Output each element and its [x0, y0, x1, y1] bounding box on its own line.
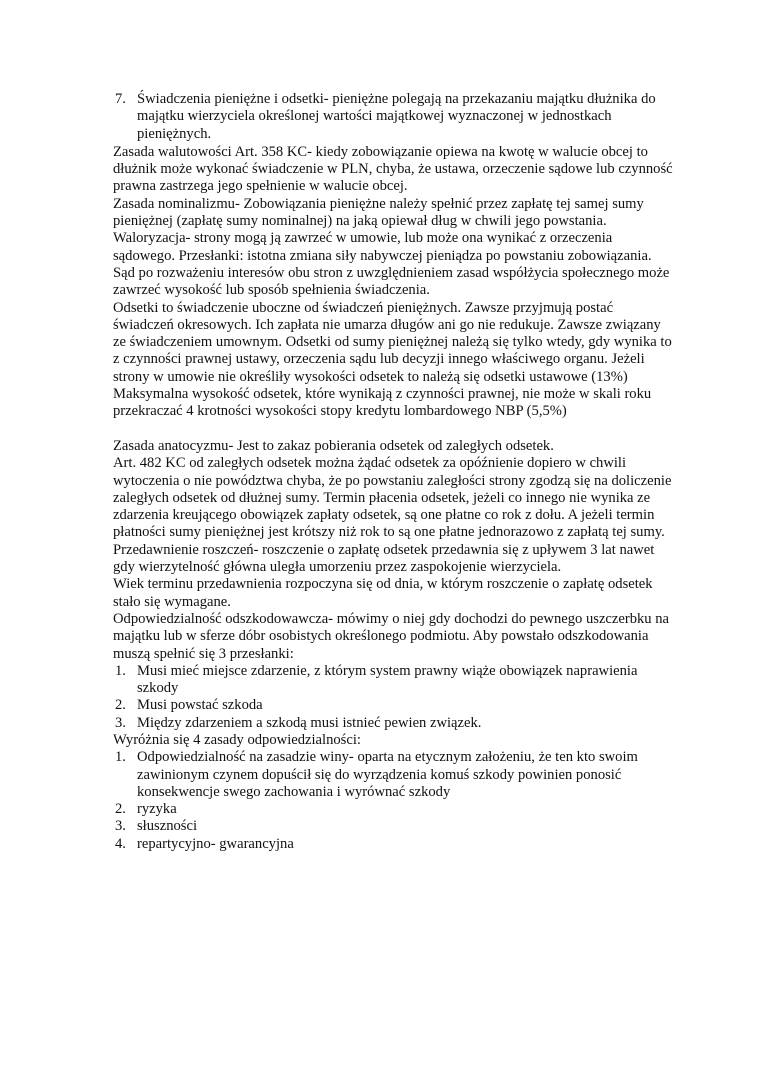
paragraph-art-482: Art. 482 KC od zaległych odsetek można żądać odsetek za opóźnienie dopiero w chwili wytoczenia o nie powództwa chyba, że po powstaniu zaległości strony zgodzą się na doliczenie zaległych odsetek od dłużnej sumy. Termin płacenia odsetek, jeżeli co innego nie wynika ze zdarzenia kreującego obowiązek zapłaty odsetek, są one płatne co rok z dołu. A jeżeli termin płatności sumy pieniężnej jest krótszy niż rok to są one płatne jednorazowo z zapłatą tej sumy.: [113, 455, 672, 541]
paragraph-max-interest: Maksymalna wysokość odsetek, które wynikają z czynności prawnej, nie może w skali roku przekraczać 4 krotności wysokości stopy kredytu lombardowego NBP (5,5%): [113, 386, 652, 420]
paragraph-liability: Odpowiedzialność odszkodowawcza- mówimy o niej gdy dochodzi do pewnego uszczerbku na majątku lub w sferze dóbr osobistych określonego podmiotu. Aby powstało odszkodowania muszą spełnić się 3 przesłanki:: [113, 610, 670, 662]
list-item: [113, 818, 673, 835]
paragraph-anatocism: Zasada anatocyzmu- Jest to zakaz pobierania odsetek od zaległych odsetek.: [113, 437, 554, 454]
document-page: [113, 91, 673, 853]
list-item: [113, 836, 673, 853]
list-item-text: Musi powstać szkoda: [137, 697, 263, 714]
paragraph-principles-intro: Wyróżnia się 4 zasady odpowiedzialności:: [113, 731, 361, 748]
list-item-text: Odpowiedzialność na zasadzie winy- oparta na etycznym założeniu, że ten kto swoim zawinionym czynem dopuścił się do wyrządzenia komuś szkody powinien ponosić konsekwencje swego zachowania i wyrównać szkody: [137, 749, 638, 800]
list-item-text: ryzyka: [137, 801, 177, 818]
list-number: 4.: [115, 835, 126, 852]
list-number: 7.: [115, 91, 126, 107]
list-item: [113, 801, 673, 818]
list-item-text: Świadczenia pieniężne i odsetki- pieniężne polegają na przekazaniu majątku dłużnika do majątku wierzyciela określonej wartości majątkowej wyznaczonej w jednostkach pieniężnych.: [137, 91, 656, 142]
list-number: 3.: [115, 714, 126, 731]
paragraph-limitation-start: Wiek terminu przedawnienia rozpoczyna się od dnia, w którym roszczenie o zapłatę odsetek stało się wymagane.: [113, 576, 653, 610]
list-item: [113, 697, 673, 714]
blank-line: [113, 421, 673, 438]
paragraph-nominalism: Zasada nominalizmu- Zobowiązania pieniężne należy spełnić przez zapłatę tej samej sumy pieniężnej (zapłatę sumy nominalnej) na jaką opiewał dług w chwili jego powstania.: [113, 195, 644, 230]
list-item: [113, 749, 673, 801]
list-item: [113, 663, 673, 698]
list-number: 1.: [115, 749, 126, 766]
list-item-text: Między zdarzeniem a szkodą musi istnieć pewien związek.: [137, 714, 482, 731]
list-number: 3.: [115, 818, 126, 835]
paragraph-valorization: Waloryzacja- strony mogą ją zawrzeć w umowie, lub może ona wynikać z orzeczenia sądowego. Przesłanki: istotna zmiana siły nabywczej pieniądza po powstaniu zobowiązania. Sąd po rozważeniu interesów obu stron z uwzględnieniem zasad współżycia społecznego może zawrzeć wysokość lub sposób spełnienia świadczenia.: [113, 230, 670, 299]
list-number: 1.: [115, 662, 126, 679]
list-item-text: słuszności: [137, 818, 197, 835]
list-item: [113, 715, 673, 732]
paragraph-limitation: Przedawnienie roszczeń- roszczenie o zapłatę odsetek przedawnia się z upływem 3 lat nawet gdy wierzytelność główna uległa umorzeniu przez zaspokojenie wierzyciela.: [113, 541, 655, 576]
paragraph-currency-principle: Zasada walutowości Art. 358 KC- kiedy zobowiązanie opiewa na kwotę w walucie obcej to dłużnik może wykonać świadczenie w PLN, chyba, że ustawa, orzeczenie sądowe lub czynność prawna zastrzega jego spełnienie w walucie obcej.: [113, 143, 673, 195]
list-number: 2.: [115, 801, 126, 818]
list-item-text: repartycyjno- gwarancyjna: [137, 835, 294, 852]
paragraph-interest: Odsetki to świadczenie uboczne od świadczeń pieniężnych. Zawsze przyjmują postać świadczeń okresowych. Ich zapłata nie umarza długów ani go nie redukuje. Zawsze związany ze świadczeniem umownym. Odsetki od sumy pieniężnej należą się tylko wtedy, gdy wynika to z czynności prawnej ustawy, orzeczenia sądu lub decyzji innego właściwego organu. Jeżeli strony w umowie nie określiły wysokości odsetek to należą się odsetki ustawowe (13%): [113, 299, 672, 385]
list-item-text: Musi mieć miejsce zdarzenie, z którym system prawny wiąże obowiązek naprawienia szkody: [137, 662, 638, 697]
list-number: 2.: [115, 697, 126, 714]
list-item-7: [113, 91, 673, 143]
